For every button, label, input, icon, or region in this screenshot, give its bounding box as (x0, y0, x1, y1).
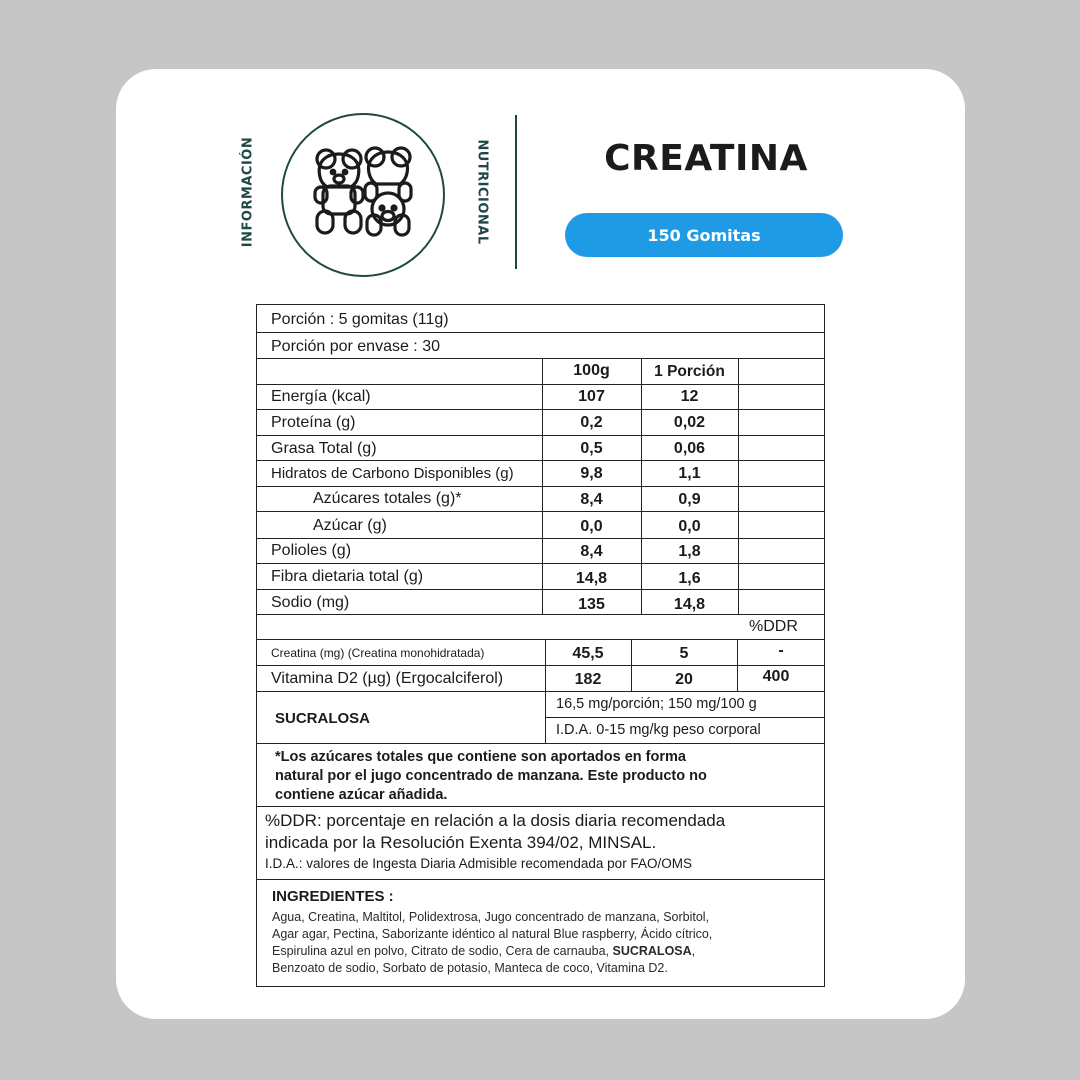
row-label: Hidratos de Carbono Disponibles (g) (271, 465, 514, 482)
table-rule (256, 589, 825, 590)
ingredients-title: INGREDIENTES : (272, 888, 394, 905)
sugar-note-line: natural por el jugo concentrado de manzana. Este producto no (275, 768, 707, 784)
portion-size: Porción : 5 gomitas (11g) (271, 311, 449, 328)
ingredients-line (272, 943, 695, 959)
sugar-note-line: *Los azúcares totales que contiene son aportados en forma (275, 749, 686, 765)
creatina-value-100g: 45,5 (572, 645, 604, 662)
sucralosa-ida: I.D.A. 0-15 mg/kg peso corporal (556, 722, 761, 738)
table-rule (256, 358, 825, 359)
table-rule (256, 435, 825, 436)
row-value-100g: 14,8 (575, 570, 608, 587)
table-rule (256, 879, 825, 880)
table-rule (256, 563, 825, 564)
row-label: Energía (kcal) (271, 388, 371, 405)
row-label-indented: Azúcar (g) (313, 517, 387, 534)
gummies-count-badge: 150 Gomitas (565, 213, 843, 257)
row-value-100g: 0,0 (580, 518, 603, 535)
vitamina-label: Vitamina D2 (µg) (Ergocalciferol) (271, 670, 504, 687)
table-rule (256, 384, 825, 385)
row-value-portion: 0,0 (678, 518, 701, 535)
table-col-rule (738, 358, 739, 614)
table-rule (256, 409, 825, 410)
table-rule (256, 511, 825, 512)
row-label: Polioles (g) (271, 542, 352, 559)
vitamina-value-portion: 20 (675, 671, 693, 688)
table-rule (256, 743, 825, 744)
ddr-column-header: %DDR (749, 618, 798, 635)
gummy-bears-icon (281, 113, 445, 277)
table-rule (256, 332, 825, 333)
col-header-100g: 100g (573, 362, 610, 379)
table-rule (256, 614, 825, 615)
ingredients-line: Benzoato de sodio, Sorbato de potasio, Manteca de coco, Vitamina D2. (272, 961, 668, 975)
ddr-definition-line: %DDR: porcentaje en relación a la dosis diaria recomendada (265, 811, 726, 830)
table-rule (545, 717, 825, 718)
row-value-portion: 0,06 (673, 440, 706, 457)
row-value-100g: 0,2 (580, 414, 603, 431)
table-rule (256, 691, 825, 692)
vitamina-value-100g: 182 (574, 671, 602, 688)
row-label: Proteína (g) (271, 414, 356, 431)
creatina-ddr: - (778, 642, 784, 659)
ingredients-sucralosa: SUCRALOSA (612, 944, 692, 958)
row-value-portion: 1,6 (678, 570, 701, 587)
row-value-100g: 8,4 (580, 491, 603, 508)
row-value-portion: 0,02 (673, 414, 706, 431)
table-rule (256, 639, 825, 640)
row-value-portion: 14,8 (673, 596, 706, 613)
table-rule (256, 538, 825, 539)
row-label: Fibra dietaria total (g) (271, 568, 424, 585)
servings-per-container: Porción por envase : 30 (271, 338, 440, 355)
row-value-portion: 0,9 (678, 491, 701, 508)
ingredients-line: Agua, Creatina, Maltitol, Polidextrosa, Jugo concentrado de manzana, Sorbitol, (272, 910, 710, 924)
row-value-portion: 12 (680, 388, 699, 405)
row-value-100g: 9,8 (580, 465, 603, 482)
table-rule (256, 665, 825, 666)
row-value-portion: 1,8 (678, 543, 701, 560)
row-value-portion: 1,1 (678, 465, 701, 482)
ingredients-text: Espirulina azul en polvo, Citrato de sodio, Cera de carnauba, (272, 944, 613, 958)
row-label-indented: Azúcares totales (g)* (313, 490, 462, 507)
row-label: Grasa Total (g) (271, 440, 377, 457)
col-header-portion: 1 Porción (654, 363, 725, 380)
ddr-definition-line: indicada por la Resolución Exenta 394/02, MINSAL. (265, 833, 657, 852)
header-divider (515, 115, 517, 269)
row-value-100g: 8,4 (580, 543, 603, 560)
row-value-100g: 107 (578, 388, 605, 405)
row-label: Sodio (mg) (271, 594, 350, 611)
sucralosa-label: SUCRALOSA (275, 710, 371, 727)
table-rule (256, 806, 825, 807)
ida-definition: I.D.A.: valores de Ingesta Diaria Admisible recomendada por FAO/OMS (265, 856, 692, 871)
vitamina-ddr: 400 (762, 668, 790, 685)
product-title: CREATINA (604, 138, 808, 179)
creatina-value-portion: 5 (679, 645, 689, 662)
nutri-vertical-label: NUTRICIONAL (474, 139, 490, 245)
table-rule (256, 460, 825, 461)
creatina-label: Creatina (mg) (Creatina monohidratada) (271, 646, 485, 660)
row-value-100g: 135 (578, 596, 605, 613)
sugar-note-line: contiene azúcar añadida. (275, 787, 448, 803)
info-vertical-label: INFORMACIÓN (240, 136, 256, 248)
table-rule (256, 486, 825, 487)
row-value-100g: 0,5 (580, 440, 603, 457)
ingredients-text: , (691, 944, 696, 958)
ingredients-line: Agar agar, Pectina, Saborizante idéntico al natural Blue raspberry, Ácido cítrico, (272, 927, 713, 941)
sucralosa-dose: 16,5 mg/porción; 150 mg/100 g (556, 696, 757, 712)
